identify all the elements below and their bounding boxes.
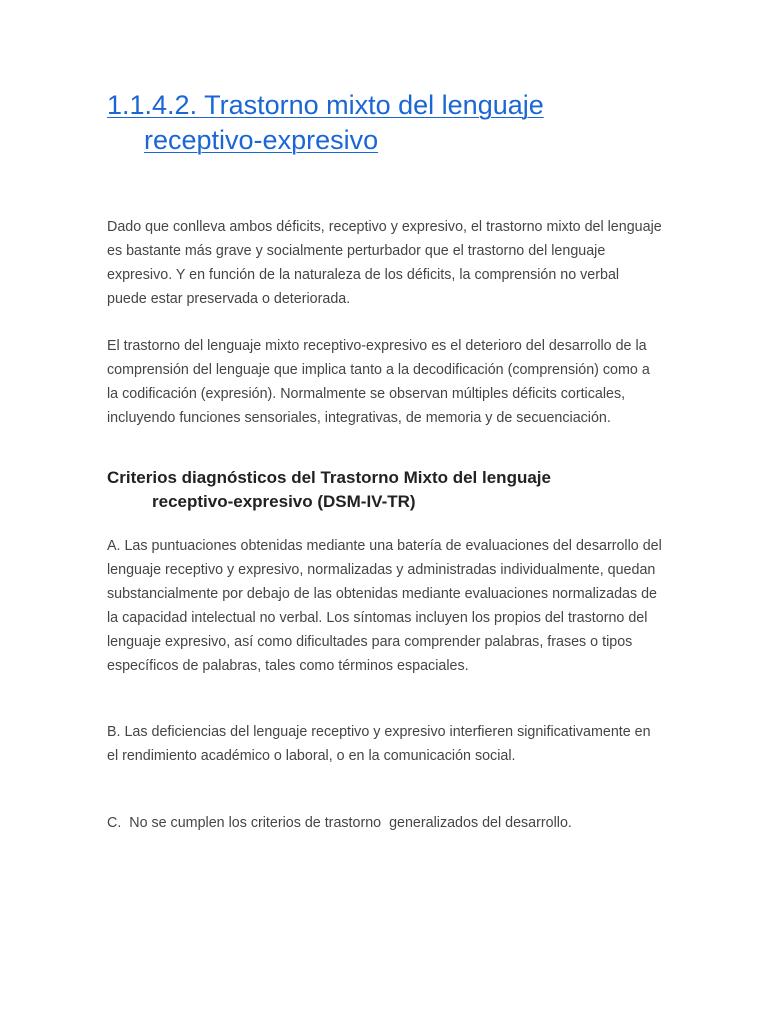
criterion-c: C. No se cumplen los criterios de trastorno generalizados del desarrollo. <box>107 815 572 831</box>
section-heading-link[interactable] <box>107 88 667 158</box>
intro-paragraph-1: Dado que conlleva ambos déficits, receptivo y expresivo, el trastorno mixto del lenguaje es bastante más grave y socialmente perturbador que el trastorno del lenguaje expresivo. Y en función de la naturaleza de los déficits, la comprensión no verbal puede estar preservada o deteriorada. <box>107 219 662 307</box>
criterion-b: B. Las deficiencias del lenguaje receptivo y expresivo interfieren significativamente en el rendimiento académico o laboral, o en la comunicación social. <box>107 724 651 764</box>
criteria-heading-line1: Criterios diagnósticos del Trastorno Mixto del lenguaje <box>107 468 551 487</box>
criterion-a: A. Las puntuaciones obtenidas mediante una batería de evaluaciones del desarrollo del lenguaje receptivo y expresivo, normalizadas y administradas individualmente, quedan substancialmente por debajo de las obtenidas mediante evaluaciones normalizadas de la capacidad intelectual no verbal. Los síntomas incluyen los propios del trastorno del lenguaje expresivo, así como dificultades para comprender palabras, frases o tipos específicos de palabras, tales como términos espaciales. <box>107 538 662 674</box>
section-heading-line2: receptivo-expresivo <box>144 125 379 155</box>
criteria-heading <box>107 466 667 514</box>
intro-paragraph-2: El trastorno del lenguaje mixto receptivo-expresivo es el deterioro del desarrollo de la comprensión del lenguaje que implica tanto a la decodificación (comprensión) como a la codificación (expresión). Normalmente se observan múltiples déficits corticales, incluyendo funciones sensoriales, integrativas, de memoria y de secuenciación. <box>107 338 650 426</box>
criteria-heading-line2: receptivo-expresivo (DSM-IV-TR) <box>152 492 416 511</box>
section-heading-line1: 1.1.4.2. Trastorno mixto del lenguaje <box>107 90 544 120</box>
